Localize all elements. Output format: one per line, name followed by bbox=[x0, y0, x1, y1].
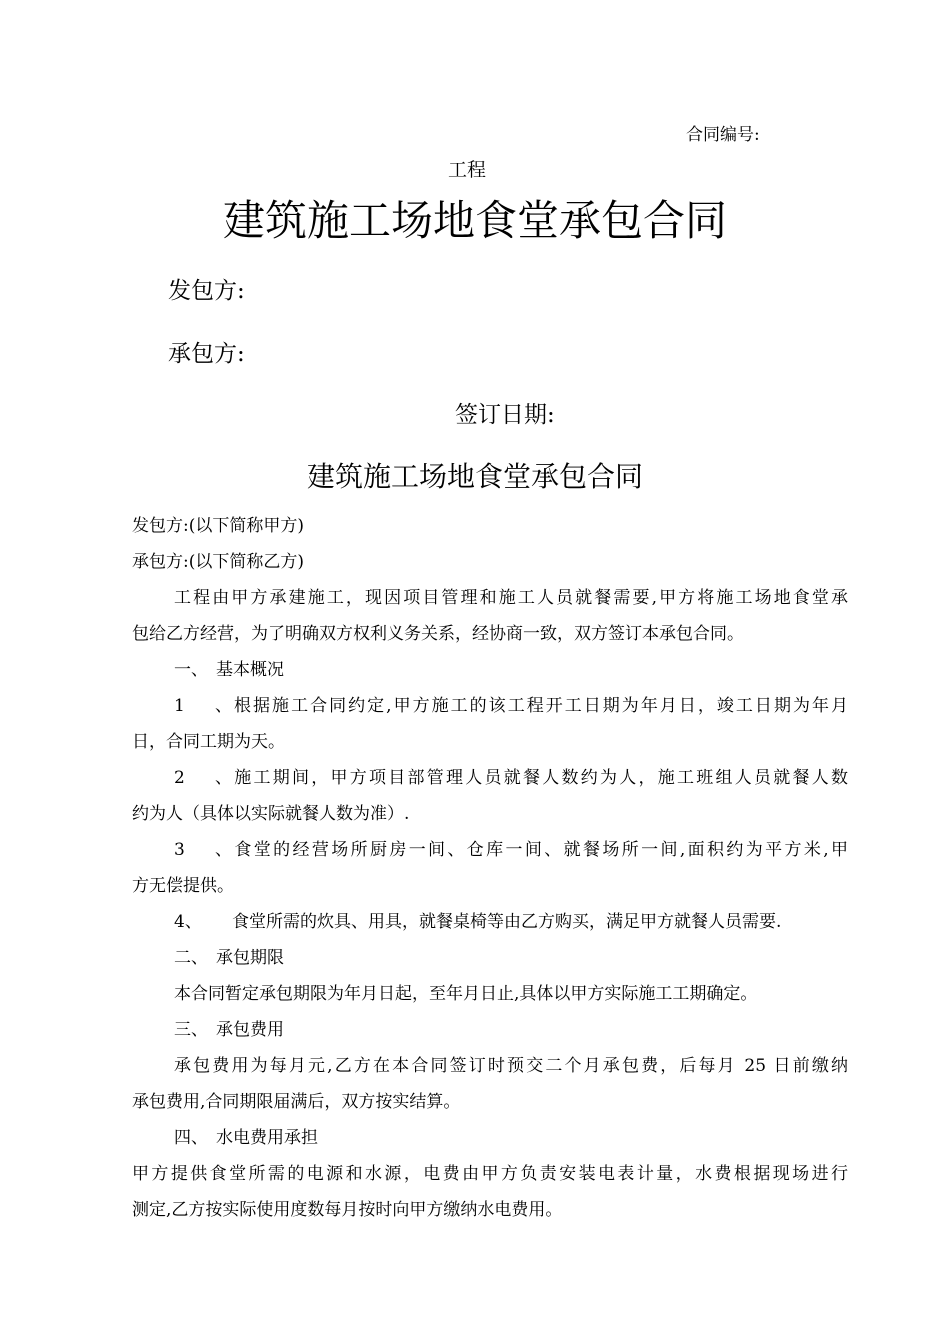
contract-title: 建筑施工场地食堂承包合同 bbox=[306, 460, 643, 493]
list-item bbox=[132, 832, 848, 868]
item-text: 食堂的经营场所厨房一间、仓库一间、就餐场所一间,面积约为平方米,甲 bbox=[232, 840, 848, 860]
section-text: 承包费用为每月元,乙方在本合同签订时预交二个月承包费，后每月 25 日前缴纳 bbox=[174, 1056, 848, 1076]
party-b-line: 承包方:(以下简称乙方) bbox=[132, 552, 304, 572]
section-text-continued: 测定,乙方按实际使用度数每月按时向甲方缴纳水电费用。 bbox=[132, 1200, 563, 1220]
contract-body bbox=[132, 508, 848, 1228]
item-text-continued: 日，合同工期为天。 bbox=[132, 732, 285, 752]
item-number: 4、 bbox=[174, 912, 202, 932]
section-text: 本合同暂定承包期限为年月日起，至年月日止,具体以甲方实际施工工期确定。 bbox=[174, 984, 758, 1004]
cover-title: 建筑施工场地食堂承包合同 bbox=[222, 196, 727, 245]
section-text: 甲方提供食堂所需的电源和水源，电费由甲方负责安装电表计量，水费根据现场进行 bbox=[132, 1164, 848, 1184]
list-item bbox=[132, 904, 848, 940]
list-item bbox=[132, 688, 848, 724]
sign-date-label: 签订日期: bbox=[455, 402, 555, 428]
section-heading bbox=[132, 652, 848, 688]
section-number: 二、 bbox=[174, 948, 208, 968]
intro-line: 工程由甲方承建施工，现因项目管理和施工人员就餐需要,甲方将施工场地食堂承 bbox=[174, 588, 848, 608]
contract-number-label: 合同编号: bbox=[686, 125, 760, 145]
party-a-line: 发包方:(以下简称甲方) bbox=[132, 516, 304, 536]
section-title: 基本概况 bbox=[216, 660, 284, 680]
item-text-continued: 约为人（具体以实际就餐人数为准）. bbox=[132, 804, 410, 824]
item-text: 施工期间，甲方项目部管理人员就餐人数约为人，施工班组人员就餐人数 bbox=[232, 768, 848, 788]
item-number: 3、 bbox=[174, 840, 232, 860]
section-text-continued: 承包费用,合同期限届满后，双方按实结算。 bbox=[132, 1092, 461, 1112]
cover-party-a: 发包方: bbox=[168, 278, 245, 304]
item-number: 2、 bbox=[174, 768, 232, 788]
section-heading bbox=[132, 1120, 848, 1156]
item-text: 食堂所需的炊具、用具，就餐桌椅等由乙方购买，满足甲方就餐人员需要. bbox=[232, 912, 782, 932]
section-heading bbox=[132, 940, 848, 976]
item-number: 1、 bbox=[174, 696, 232, 716]
section-number: 一、 bbox=[174, 660, 208, 680]
section-title: 承包期限 bbox=[216, 948, 284, 968]
section-title: 承包费用 bbox=[216, 1020, 284, 1040]
project-label: 工程 bbox=[448, 159, 487, 181]
cover-party-b: 承包方: bbox=[168, 341, 245, 367]
intro-line: 包给乙方经营，为了明确双方权利义务关系，经协商一致，双方签订本承包合同。 bbox=[132, 624, 744, 644]
section-title: 水电费用承担 bbox=[216, 1128, 318, 1148]
item-text-continued: 方无偿提供。 bbox=[132, 876, 234, 896]
section-number: 四、 bbox=[174, 1128, 208, 1148]
section-heading bbox=[132, 1012, 848, 1048]
list-item bbox=[132, 760, 848, 796]
section-number: 三、 bbox=[174, 1020, 208, 1040]
item-text: 根据施工合同约定,甲方施工的该工程开工日期为年月日，竣工日期为年月 bbox=[232, 696, 848, 716]
